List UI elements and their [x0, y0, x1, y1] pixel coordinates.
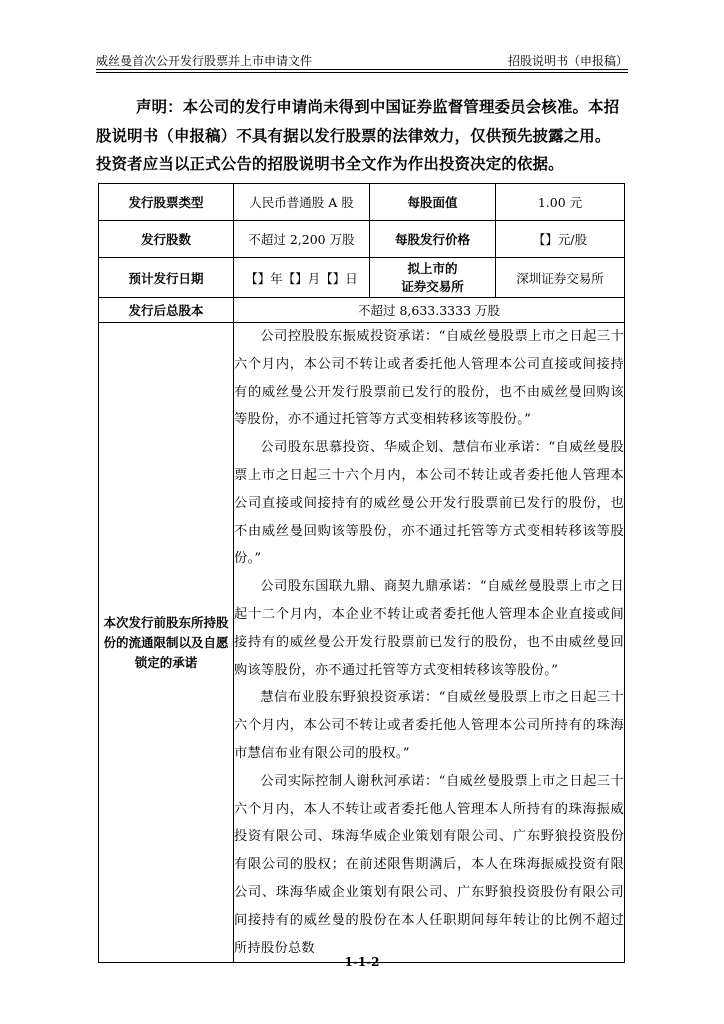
- page-header: [96, 44, 628, 70]
- commitment-paragraph: 公司股东思慕投资、华威企划、慧信布业承诺：“自威丝曼股票上市之日起三十六个月内，本公司不转让或者委托他人管理本公司直接或间接持有的威丝曼公开发行股票前已发行的股份，也不由威丝曼回购该等股份，亦不通过托管等方式变相转移该等股份。”: [234, 440, 624, 567]
- share-count-value: 不超过 2,200 万股: [234, 221, 370, 258]
- header-rule-thick: [96, 69, 628, 70]
- par-value-value: 1.00 元: [496, 184, 625, 221]
- table-row: [99, 184, 625, 221]
- table-row: [99, 221, 625, 258]
- exchange-label: [370, 258, 496, 298]
- commitment-paragraph: 公司控股股东振威投资承诺：“自威丝曼股票上市之日起三十六个月内，本公司不转让或者委托他人管理本公司直接或间接持有的威丝曼公开发行股票前已发行的股份，也不由威丝曼回购该等股份，亦不通过托管等方式变相转移该等股份。”: [234, 329, 624, 428]
- exchange-label-line2: 证券交易所: [401, 278, 464, 294]
- par-value-label: 每股面值: [370, 184, 496, 221]
- table-row: [99, 323, 625, 963]
- stock-type-label: 发行股票类型: [99, 184, 234, 221]
- table-row: [99, 298, 625, 323]
- issue-price-value: 【】元/股: [496, 221, 625, 258]
- issuance-info-table: [98, 183, 625, 963]
- issue-price-label: 每股发行价格: [370, 221, 496, 258]
- header-rule-thin: [96, 72, 628, 73]
- disclaimer-statement: 声明：本公司的发行申请尚未得到中国证券监督管理委员会核准。本招股说明书（申报稿）不具有据以发行股票的法律效力，仅供预先披露之用。投资者应当以正式公告的招股说明书全文作为作出投资决定的依据。: [96, 98, 620, 173]
- header-document-title: 威丝曼首次公开发行股票并上市申请文件: [96, 54, 313, 68]
- page-number: 1-1-2: [344, 955, 380, 969]
- header-document-type: 招股说明书（申报稿）: [507, 54, 628, 68]
- exchange-value: 深圳证券交易所: [496, 258, 625, 298]
- commitment-paragraph: 慧信布业股东野狼投资承诺：“自威丝曼股票上市之日起三十六个月内，本公司不转让或者委托他人管理本公司所持有的珠海市慧信布业有限公司的股权。”: [234, 690, 624, 761]
- lockup-label: 本次发行前股东所持股份的流通限制以及自愿锁定的承诺: [99, 323, 234, 963]
- lockup-commitments: [234, 323, 625, 963]
- total-shares-value: 不超过 8,633.3333 万股: [234, 298, 625, 323]
- stock-type-value: 人民币普通股 A 股: [234, 184, 370, 221]
- table-row: [99, 258, 625, 298]
- issue-date-value: 【】年【】月【】日: [234, 258, 370, 298]
- issue-date-label: 预计发行日期: [99, 258, 234, 298]
- commitment-paragraph: 公司股东国联九鼎、商契九鼎承诺：“自威丝曼股票上市之日起十二个月内，本企业不转让或者委托他人管理本企业直接或间接持有的威丝曼公开发行股票前已发行的股份，也不由威丝曼回购该等股份，亦不通过托管等方式变相转移该等股份。”: [234, 579, 624, 678]
- commitment-paragraph: 公司实际控制人谢秋河承诺：“自威丝曼股票上市之日起三十六个月内，本人不转让或者委托他人管理本人所持有的珠海振威投资有限公司、珠海华威企业策划有限公司、广东野狼投资股份有限公司的股权；在前述限售期满后，本人在珠海振威投资有限公司、珠海华威企业策划有限公司、广东野狼投资股份有限公司间接持有的威丝曼的股份在本人任职期间每年转让的比例不超过所持股份总数: [234, 773, 624, 956]
- share-count-label: 发行股数: [99, 221, 234, 258]
- exchange-label-line1: 拟上市的: [407, 260, 458, 276]
- total-shares-label: 发行后总股本: [99, 298, 234, 323]
